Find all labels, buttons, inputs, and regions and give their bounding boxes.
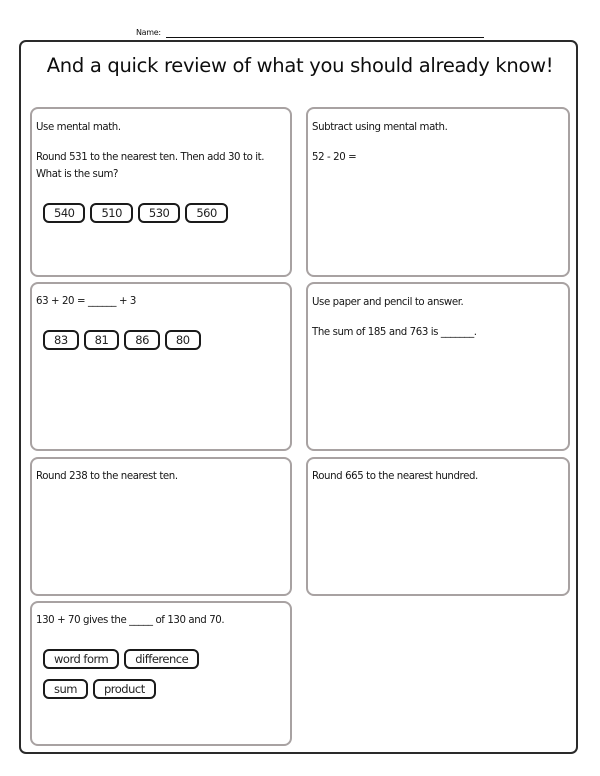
name-input-line[interactable] (166, 27, 484, 38)
question-prompt: 63 + 20 = ______ + 3 (36, 296, 137, 307)
question-card-3 (30, 282, 292, 451)
question-instruction: Subtract using mental math. (312, 122, 448, 133)
question-prompt: Round 238 to the nearest ten. (36, 471, 178, 482)
question-card-7 (30, 601, 292, 746)
answer-choice[interactable]: 530 (138, 203, 180, 223)
question-instruction: Use mental math. (36, 122, 121, 133)
answer-choice[interactable]: 86 (124, 330, 160, 350)
answer-choice[interactable]: 510 (90, 203, 132, 223)
question-prompt: 130 + 70 gives the _____ of 130 and 70. (36, 615, 225, 626)
question-instruction: Use paper and pencil to answer. (312, 297, 464, 308)
answer-choice[interactable]: 81 (84, 330, 120, 350)
answer-choice[interactable]: 83 (43, 330, 79, 350)
name-field-row (136, 24, 484, 38)
question-prompt: Round 665 to the nearest hundred. (312, 471, 478, 482)
question-card-4 (306, 282, 570, 451)
question-card-2 (306, 107, 570, 277)
question-prompt: 52 - 20 = (312, 152, 357, 163)
answer-choices (43, 649, 273, 699)
answer-choice[interactable]: 80 (165, 330, 201, 350)
answer-choice[interactable]: product (93, 679, 156, 699)
answer-choices (43, 203, 273, 223)
question-prompt: Round 531 to the nearest ten. Then add 30 to it. What is the sum? (36, 152, 265, 180)
answer-choice[interactable]: sum (43, 679, 88, 699)
question-card-6 (306, 457, 570, 596)
question-card-5 (30, 457, 292, 596)
answer-choice[interactable]: difference (124, 649, 199, 669)
answer-choice[interactable]: 560 (185, 203, 227, 223)
answer-choice[interactable]: word form (43, 649, 119, 669)
answer-choices (43, 330, 273, 350)
worksheet-title: And a quick review of what you should already know! (46, 54, 554, 77)
question-prompt: The sum of 185 and 763 is _______. (312, 327, 477, 338)
answer-choice[interactable]: 540 (43, 203, 85, 223)
name-label: Name: (136, 28, 161, 37)
question-card-1 (30, 107, 292, 277)
